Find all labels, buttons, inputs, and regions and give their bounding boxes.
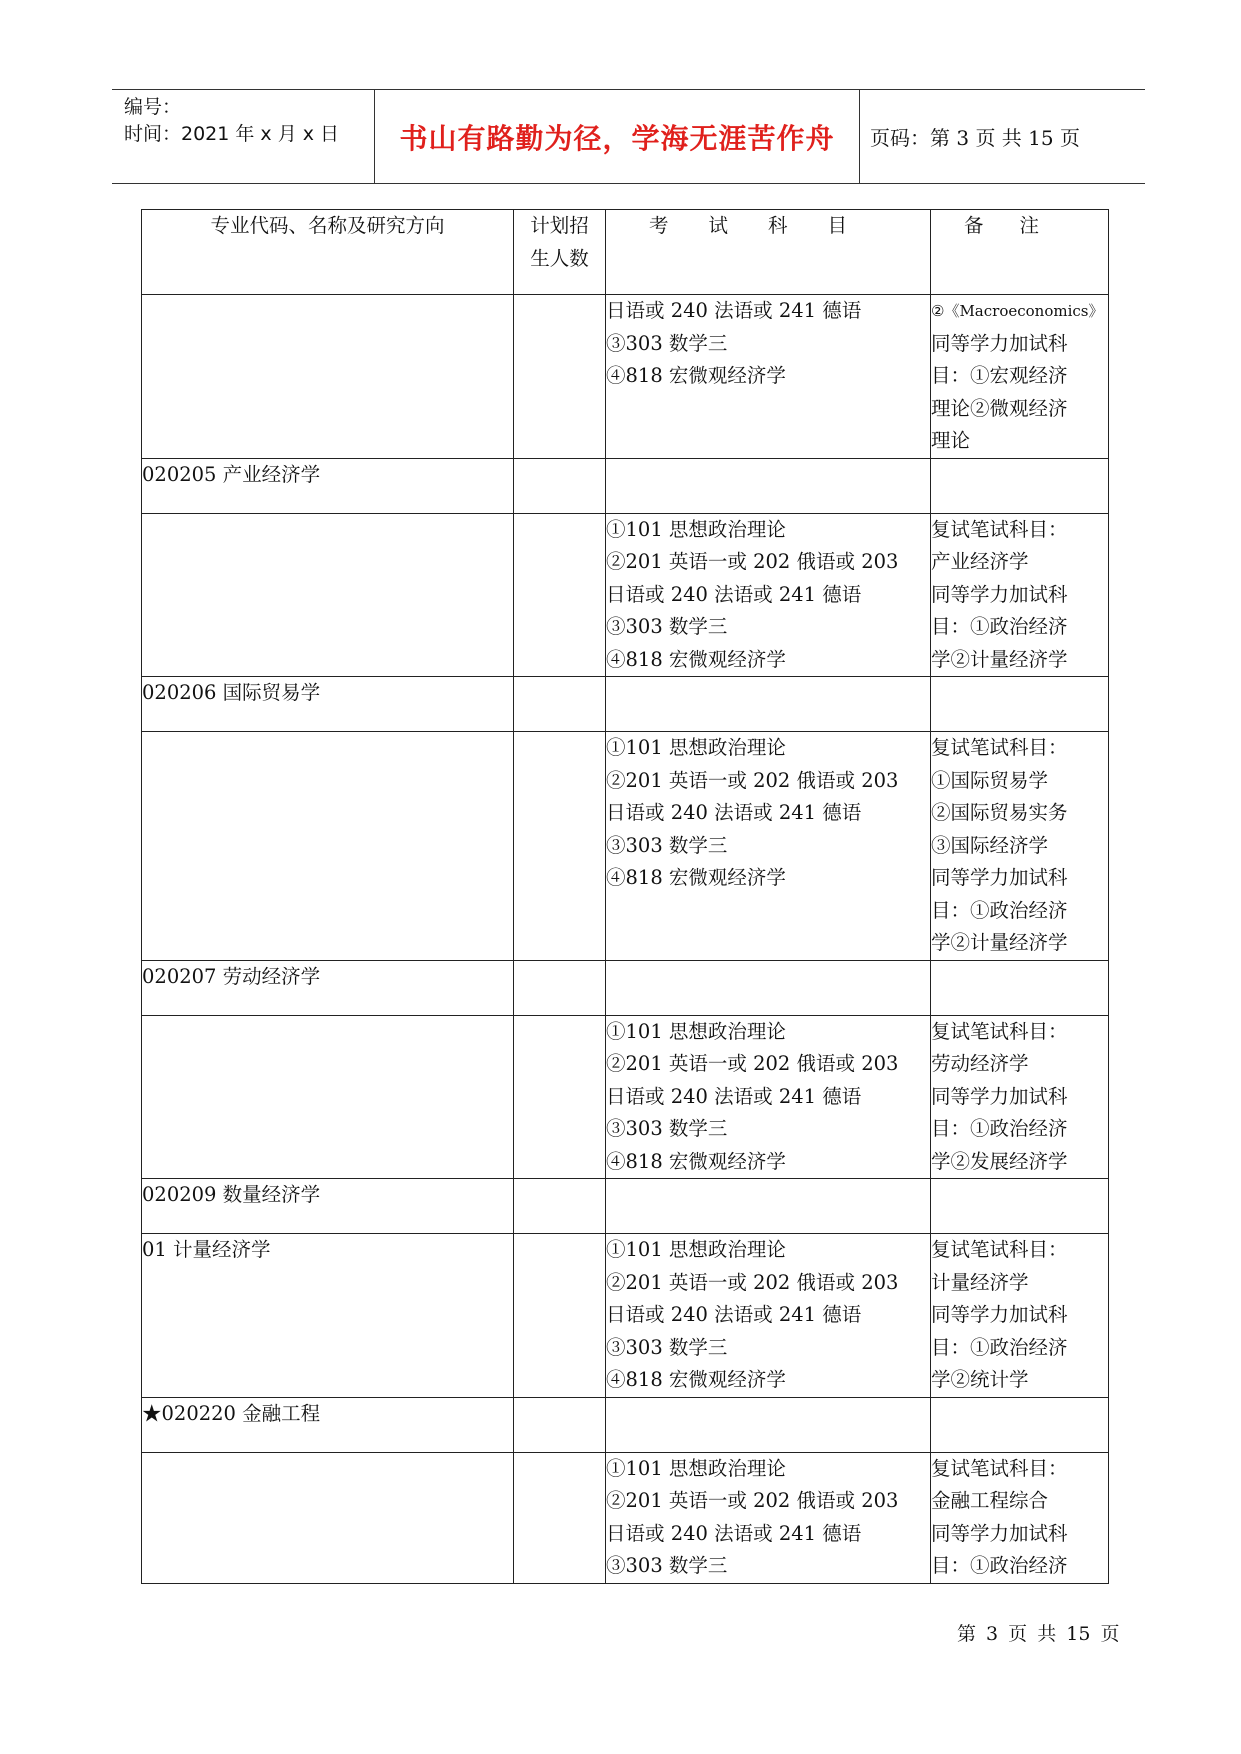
exam-line: ④818 宏微观经济学 (606, 866, 786, 889)
plan-cell (514, 513, 606, 677)
exam-line: ③303 数学三 (606, 331, 728, 355)
note-line: ③国际经济学 (931, 833, 1049, 857)
note-line: 复试笔试科目： (931, 1238, 1068, 1261)
exam-line: ③303 数学三 (606, 615, 728, 638)
empty-cell (514, 677, 606, 732)
note-line: 目：①政治经济 (931, 1554, 1068, 1577)
exam-cell (606, 513, 931, 677)
direction-cell: 01 计量经济学 (142, 1234, 514, 1398)
empty-cell (514, 960, 606, 1015)
note-line: 同等学力加试科 (931, 1521, 1068, 1545)
note-line: 同等学力加试科 (931, 1303, 1068, 1326)
section-row (142, 1397, 1109, 1452)
note-line: 目：①政治经济 (931, 1335, 1068, 1359)
major-title: 020206 国际贸易学 (142, 677, 514, 732)
exam-line: ①101 思想政治理论 (606, 1456, 786, 1480)
empty-cell (514, 1397, 606, 1452)
header-major: 专业代码、名称及研究方向 (142, 210, 514, 295)
exam-cell (606, 1015, 931, 1179)
date-label: 时间：2021 年 x 月 x 日 (124, 123, 340, 145)
exam-line: ②201 英语一或 202 俄语或 203 (606, 550, 899, 573)
direction-cell (142, 513, 514, 677)
exam-line: ②201 英语一或 202 俄语或 203 (606, 768, 899, 792)
plan-cell (514, 1452, 606, 1583)
detail-row (142, 1452, 1109, 1583)
note-line: 理论②微观经济 (931, 396, 1068, 420)
table-body (142, 295, 1109, 1584)
exam-cell (606, 295, 931, 459)
major-title: 020209 数量经济学 (142, 1179, 514, 1234)
empty-cell (606, 677, 931, 732)
empty-cell (606, 458, 931, 513)
header-plan-line2: 生人数 (530, 246, 589, 270)
page-info-box (870, 90, 1080, 183)
exam-line: ④818 宏微观经济学 (606, 364, 786, 387)
serial-number-label: 编号： (124, 96, 182, 118)
exam-line: ①101 思想政治理论 (606, 1019, 786, 1043)
exam-line: ①101 思想政治理论 (606, 517, 786, 541)
exam-line: 日语或 240 法语或 241 德语 (606, 582, 862, 606)
note-line: 目：①宏观经济 (931, 364, 1068, 387)
note-line: 产业经济学 (931, 550, 1029, 573)
note-cell (931, 1234, 1109, 1398)
empty-cell (606, 1179, 931, 1234)
plan-cell (514, 732, 606, 961)
exam-line: 日语或 240 法语或 241 德语 (606, 801, 862, 824)
note-line: 金融工程综合 (931, 1489, 1049, 1512)
page-info-text: 页码：第 3 页 共 15 页 (870, 126, 1080, 150)
note-line: 目：①政治经济 (931, 898, 1068, 922)
section-row (142, 677, 1109, 732)
exam-line: ③303 数学三 (606, 1335, 728, 1359)
exam-line: 日语或 240 法语或 241 德语 (606, 299, 862, 322)
table-header-row (142, 210, 1109, 295)
note-line: 学②计量经济学 (931, 647, 1068, 671)
note-line: ①国际贸易学 (931, 768, 1049, 792)
note-line: 同等学力加试科 (931, 1084, 1068, 1108)
exam-line: 日语或 240 法语或 241 德语 (606, 1303, 862, 1326)
header-plan (514, 210, 606, 295)
plan-cell (514, 295, 606, 459)
note-line: 复试笔试科目： (931, 517, 1068, 541)
note-line: 同等学力加试科 (931, 331, 1068, 355)
empty-cell (514, 458, 606, 513)
plan-cell (514, 1015, 606, 1179)
note-cell (931, 1015, 1109, 1179)
plan-cell (514, 1234, 606, 1398)
note-line: 复试笔试科目： (931, 1019, 1068, 1043)
exam-line: 日语或 240 法语或 241 德语 (606, 1521, 862, 1545)
detail-row (142, 1234, 1109, 1398)
header-note: 备注 (931, 210, 1109, 295)
exam-line: ④818 宏微观经济学 (606, 1368, 786, 1391)
major-title: 020207 劳动经济学 (142, 960, 514, 1015)
motto-text: 书山有路勤为径，学海无涯苦作舟 (399, 121, 835, 155)
note-line: ②《Macroeconomics》 (931, 302, 1104, 320)
exam-line: ②201 英语一或 202 俄语或 203 (606, 1270, 899, 1294)
empty-cell (931, 960, 1109, 1015)
direction-cell (142, 1452, 514, 1583)
exam-line: ③303 数学三 (606, 1117, 728, 1140)
note-line: 学②计量经济学 (931, 931, 1068, 954)
major-title: 020205 产业经济学 (142, 458, 514, 513)
page-footer: 第 3 页 共 15 页 (957, 1623, 1120, 1645)
section-row (142, 1179, 1109, 1234)
direction-cell (142, 295, 514, 459)
empty-cell (931, 1397, 1109, 1452)
empty-cell (931, 458, 1109, 513)
empty-cell (931, 1179, 1109, 1234)
note-line: 计量经济学 (931, 1270, 1029, 1294)
empty-cell (931, 677, 1109, 732)
note-cell (931, 732, 1109, 961)
header-plan-line1: 计划招 (530, 214, 589, 237)
section-row (142, 960, 1109, 1015)
note-line: 学②统计学 (931, 1368, 1029, 1391)
exam-line: ④818 宏微观经济学 (606, 647, 786, 671)
exam-cell (606, 1234, 931, 1398)
note-cell (931, 513, 1109, 677)
empty-cell (514, 1179, 606, 1234)
note-line: 劳动经济学 (931, 1052, 1029, 1075)
exam-line: ②201 英语一或 202 俄语或 203 (606, 1052, 899, 1075)
exam-line: ①101 思想政治理论 (606, 736, 786, 759)
empty-cell (606, 960, 931, 1015)
direction-cell (142, 732, 514, 961)
exam-cell (606, 1452, 931, 1583)
detail-row (142, 295, 1109, 459)
exam-line: ②201 英语一或 202 俄语或 203 (606, 1489, 899, 1512)
detail-row (142, 513, 1109, 677)
exam-line: ③303 数学三 (606, 1554, 728, 1577)
note-line: 学②发展经济学 (931, 1149, 1068, 1173)
note-line: 同等学力加试科 (931, 582, 1068, 606)
detail-row (142, 1015, 1109, 1179)
major-title: ★020220 金融工程 (142, 1397, 514, 1452)
admissions-table (141, 209, 1109, 1584)
note-line: 复试笔试科目： (931, 1456, 1068, 1480)
motto-box (374, 90, 860, 183)
direction-cell (142, 1015, 514, 1179)
note-line: 同等学力加试科 (931, 866, 1068, 889)
header-exam: 考试科目 (606, 210, 931, 295)
exam-line: ③303 数学三 (606, 833, 728, 857)
exam-line: ④818 宏微观经济学 (606, 1149, 786, 1173)
exam-line: ①101 思想政治理论 (606, 1238, 786, 1261)
exam-line: 日语或 240 法语或 241 德语 (606, 1084, 862, 1108)
note-cell (931, 1452, 1109, 1583)
note-cell (931, 295, 1109, 459)
note-line: 目：①政治经济 (931, 615, 1068, 638)
note-line: 理论 (931, 429, 971, 452)
section-row (142, 458, 1109, 513)
exam-cell (606, 732, 931, 961)
page-header (112, 89, 1145, 184)
note-line: 目：①政治经济 (931, 1117, 1068, 1140)
note-line: 复试笔试科目： (931, 736, 1068, 759)
note-line: ②国际贸易实务 (931, 801, 1068, 824)
header-meta (124, 94, 339, 148)
detail-row (142, 732, 1109, 961)
empty-cell (606, 1397, 931, 1452)
